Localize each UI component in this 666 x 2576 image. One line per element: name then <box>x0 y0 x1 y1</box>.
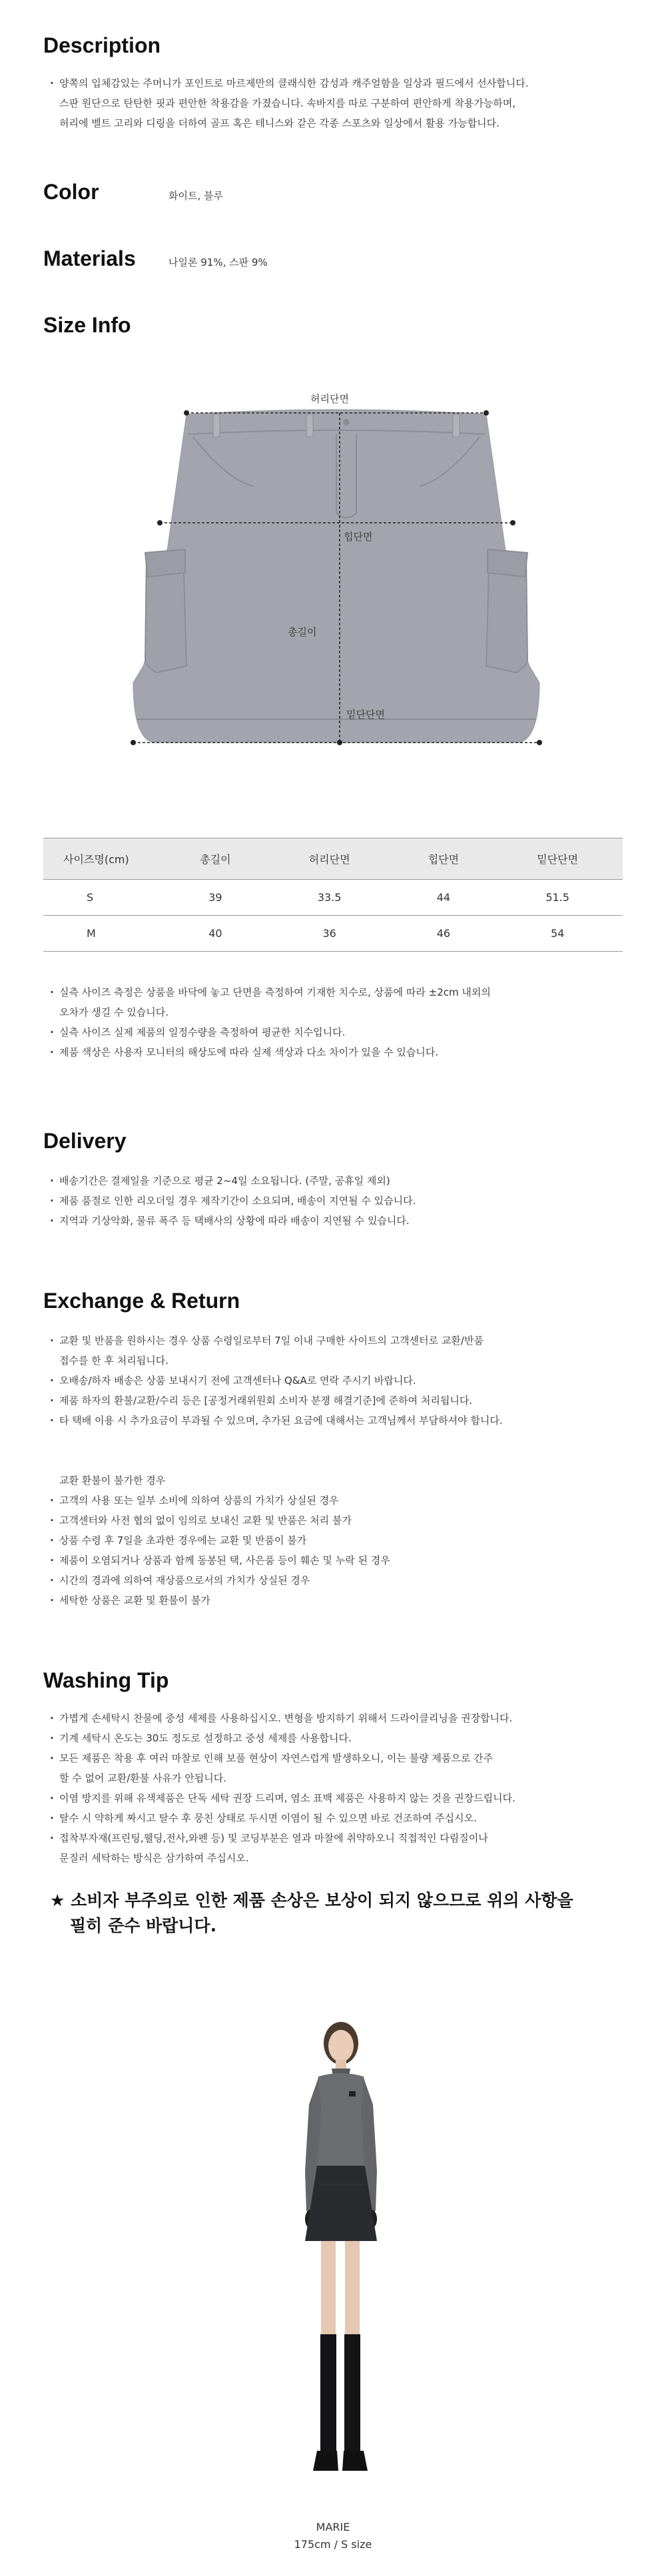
size-note: · 실측 사이즈 측정은 상품을 바닥에 놓고 단면을 측정하여 기재한 치수로, 상품에 따라 ±2cm 내외의 오차가 생길 수 있습니다. <box>50 982 491 1022</box>
table-cell: 54 <box>492 916 623 952</box>
washing-item: · 이염 방지를 위해 유색제품은 단독 세탁 권장 드리며, 염소 표백 제품은 사용하지 않는 것을 권장드립니다. <box>50 1788 515 1808</box>
table-cell: M <box>43 916 166 952</box>
table-header-cell: 힙단면 <box>394 838 492 880</box>
table-row <box>43 916 623 952</box>
skirt-photo <box>305 2166 377 2241</box>
exchange-item: · 오배송/하자 배송은 상품 보내시기 전에 고객센터나 Q&A로 연락 주시기 바랍니다. <box>50 1371 503 1391</box>
table-header-cell: 총길이 <box>166 838 264 880</box>
skirt-size-diagram <box>120 373 553 746</box>
delivery-heading: Delivery <box>43 1129 127 1153</box>
not-allowed-list <box>50 1490 390 1610</box>
description-line: 스판 원단으로 탄탄한 핏과 편안한 착용감을 가졌습니다. 속바지를 따로 구분하여 편안하게 착용가능하며, <box>59 97 516 109</box>
size-notes <box>50 982 491 1062</box>
table-row <box>43 880 623 916</box>
washing-item: · 가볍게 손세탁시 찬물에 중성 세제를 사용하십시오. 변형을 방지하기 위해서 드라이클리닝을 권장합니다. <box>50 1708 515 1728</box>
model-name: MARIE <box>316 2521 350 2533</box>
table-cell: 36 <box>264 916 395 952</box>
exchange-item: · 교환 및 반품을 원하시는 경우 상품 수령일로부터 7일 이내 구매한 사이트의 고객센터로 교환/반품 접수를 한 후 처리됩니다. <box>50 1331 503 1371</box>
consumer-warning-line: ★ 소비자 부주의로 인한 제품 손상은 보상이 되지 않으므로 위의 사항을 <box>50 1891 573 1910</box>
table-header-row <box>43 838 623 880</box>
materials-value: 나일론 91%, 스판 9% <box>168 256 268 268</box>
model-spec: 175cm / S size <box>294 2538 372 2551</box>
exchange-item: · 타 택배 이용 시 추가요금이 부과될 수 있으며, 추가된 요금에 대해서는 고객님께서 부담하셔야 합니다. <box>50 1411 503 1431</box>
consumer-warning <box>50 1888 573 1939</box>
table-cell: S <box>43 880 166 916</box>
consumer-warning-line: 필히 준수 바랍니다. <box>70 1916 217 1935</box>
washing-heading: Washing Tip <box>43 1668 169 1692</box>
exchange-item: · 제품 하자의 환불/교환/수리 등은 [공정거래위원회 소비자 분쟁 해결기준]에 준하여 처리됩니다. <box>50 1391 503 1411</box>
exchange-item-continuation: 접수를 한 후 처리됩니다. <box>59 1355 168 1367</box>
description-text <box>50 73 529 133</box>
size-note: · 실측 사이즈 실제 제품의 일정수량을 측정하여 평균한 치수입니다. <box>50 1022 491 1042</box>
length-label: 총길이 <box>288 626 317 638</box>
table-cell: 46 <box>394 916 492 952</box>
table-header-cell: 허리단면 <box>264 838 395 880</box>
hem-label: 밑단단면 <box>346 709 385 721</box>
model-caption <box>0 2519 666 2553</box>
not-allowed-title: 교환 환불이 불가한 경우 <box>59 1474 166 1486</box>
size-note-continuation: 오차가 생길 수 있습니다. <box>59 1006 168 1018</box>
not-allowed-item: · 시간의 경과에 의하여 재상품으로서의 가치가 상실된 경우 <box>50 1570 390 1590</box>
size-info-heading: Size Info <box>43 313 131 337</box>
size-note: · 제품 색상은 사용자 모니터의 해상도에 따라 실제 색상과 다소 차이가 있을 수 있습니다. <box>50 1042 491 1062</box>
delivery-item: · 제품 품절로 인한 리오더일 경우 제작기간이 소요되며, 배송이 지연될 수 있습니다. <box>50 1191 416 1211</box>
not-allowed-item: · 고객의 사용 또는 일부 소비에 의하여 상품의 가치가 상실된 경우 <box>50 1490 390 1510</box>
hip-label: 힙단면 <box>344 531 373 543</box>
size-table <box>43 838 623 952</box>
not-allowed-item: · 제품이 오염되거나 상품과 함께 동봉된 택, 사은품 등이 훼손 및 누락 된 경우 <box>50 1550 390 1570</box>
not-allowed-item: · 고객센터와 사전 협의 없이 임의로 보내신 교환 및 반품은 처리 불가 <box>50 1510 390 1530</box>
table-cell: 51.5 <box>492 880 623 916</box>
materials-label: Materials <box>43 246 136 270</box>
washing-item: · 접착부자재(프린팅,웰딩,전사,와펜 등) 및 코딩부분은 열과 마찰에 취약하오니 직접적인 다림질이나 문질러 세탁하는 방식은 삼가하여 주십시오. <box>50 1828 515 1868</box>
waist-label: 허리단면 <box>310 393 349 405</box>
table-cell: 33.5 <box>264 880 395 916</box>
description-line: · 양쪽의 입체감있는 주머니가 포인트로 마르제만의 클래식한 감성과 캐주얼함을 일상과 필드에서 선사합니다. <box>50 73 529 93</box>
table-header-cell: 밑단단면 <box>492 838 623 880</box>
washing-list <box>50 1708 515 1868</box>
delivery-item: · 배송기간은 결제일을 기준으로 평균 2~4일 소요됩니다. (주말, 공휴일 제외) <box>50 1171 416 1191</box>
color-label: Color <box>43 180 99 204</box>
delivery-item: · 지역과 기상악화, 물류 폭주 등 택배사의 상황에 따라 배송이 지연될 수 있습니다. <box>50 1211 416 1231</box>
table-cell: 44 <box>394 880 492 916</box>
delivery-list <box>50 1171 416 1231</box>
not-allowed-item: · 세탁한 상품은 교환 및 환불이 불가 <box>50 1590 390 1610</box>
not-allowed-item: · 상품 수령 후 7일을 초과한 경우에는 교환 및 반품이 불가 <box>50 1530 390 1550</box>
exchange-list <box>50 1331 503 1431</box>
washing-item: · 탈수 시 약하게 짜시고 탈수 후 뭉친 상태로 두시면 이염이 될 수 있으면 바로 건조하여 주십시오. <box>50 1808 515 1828</box>
washing-item: · 기계 세탁시 온도는 30도 정도로 설정하고 중성 세제를 사용합니다. <box>50 1728 515 1748</box>
model-photo <box>280 2011 400 2504</box>
table-cell: 39 <box>166 880 264 916</box>
description-heading: Description <box>43 33 161 57</box>
table-header-cell: 사이즈명(cm) <box>43 838 166 880</box>
table-cell: 40 <box>166 916 264 952</box>
color-value: 화이트, 블루 <box>168 190 223 202</box>
exchange-heading: Exchange & Return <box>43 1289 240 1313</box>
description-line: 허리에 벨트 고리와 디링을 더하여 골프 혹은 테니스와 같은 각종 스포츠와 일상에서 활용 가능합니다. <box>59 117 500 129</box>
washing-item: · 모든 제품은 착용 후 여러 마찰로 인해 보풀 현상이 자연스럽게 발생하오니, 이는 불량 제품으로 간주 할 수 없어 교환/환불 사유가 안됩니다. <box>50 1748 515 1788</box>
top-garment <box>313 2073 369 2168</box>
